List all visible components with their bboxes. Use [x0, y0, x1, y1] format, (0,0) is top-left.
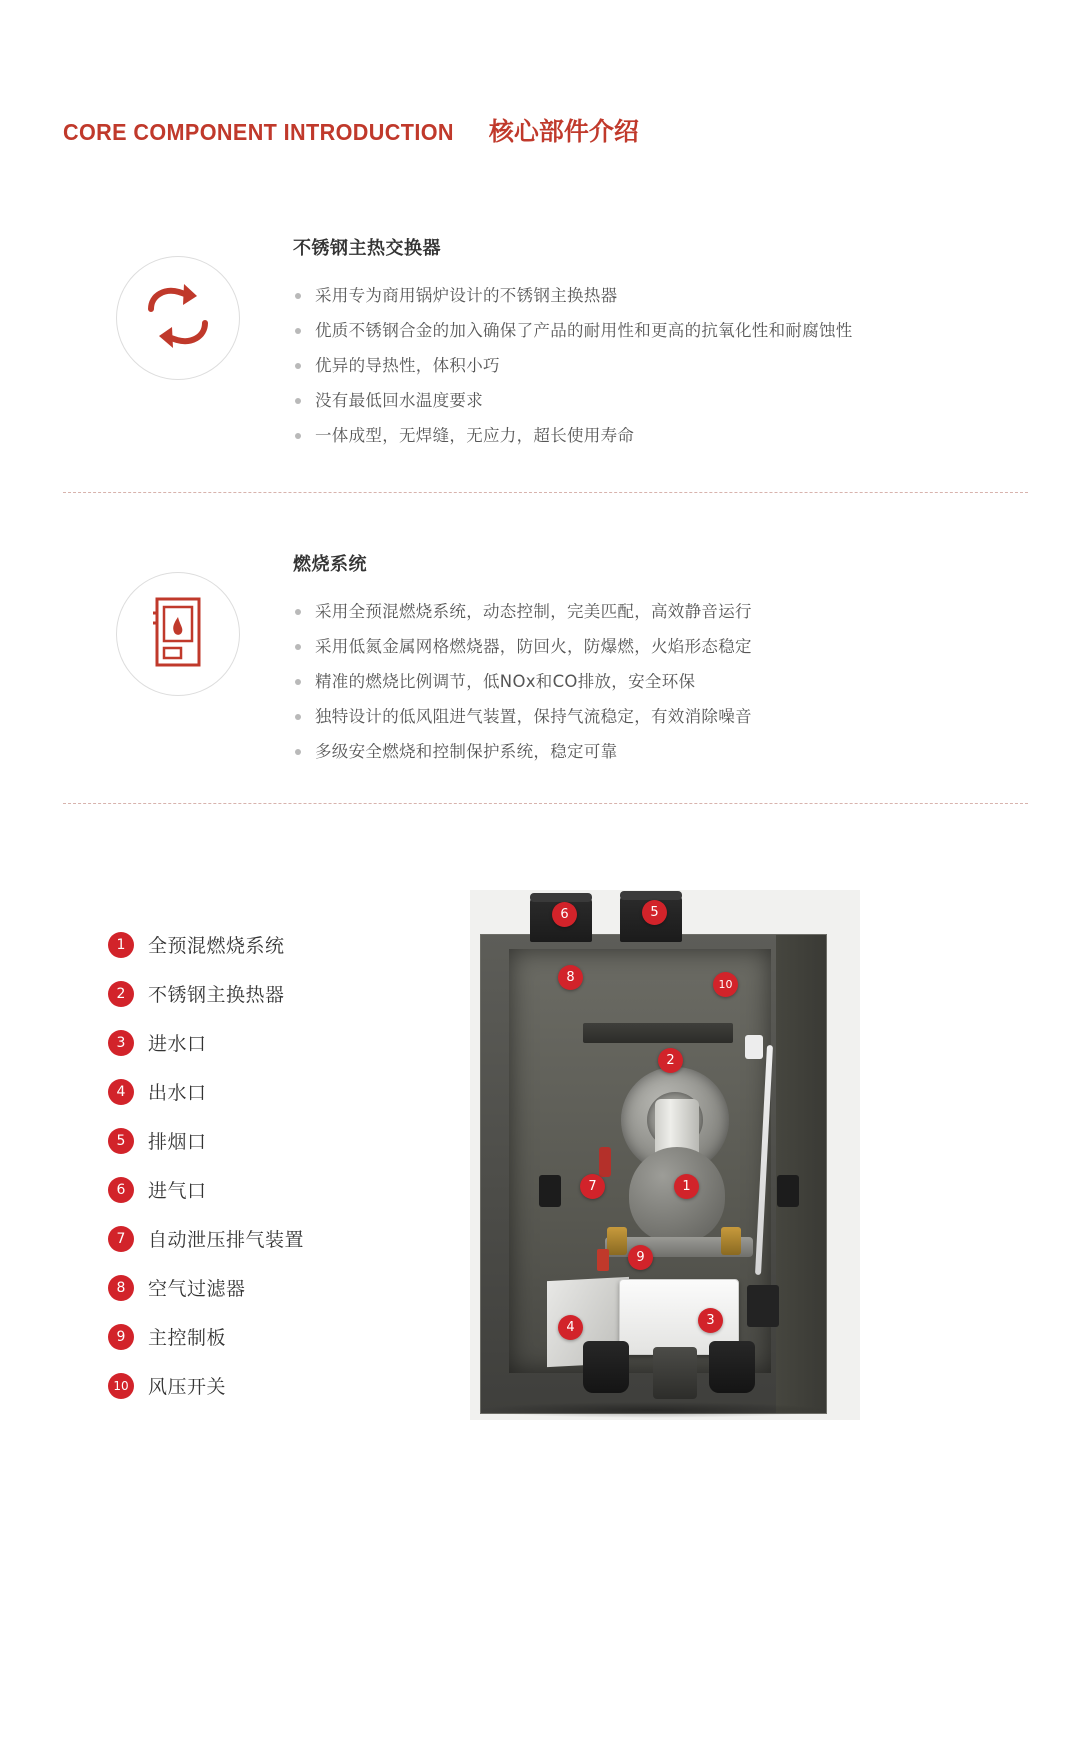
legend-label: 空气过滤器 [148, 1278, 246, 1300]
feature-title: 不锈钢主热交换器 [293, 238, 441, 259]
list-item [108, 1018, 438, 1067]
boiler-cabinet [480, 934, 827, 1414]
callout-badge: 9 [628, 1245, 653, 1270]
feature-title: 燃烧系统 [293, 554, 367, 575]
list-item: 采用低氮金属网格燃烧器，防回火，防爆燃，火焰形态稳定 [293, 629, 1028, 664]
brass-fitting-left [607, 1227, 627, 1255]
feature-icon-container [63, 232, 293, 380]
feature-icon-container [63, 548, 293, 696]
list-item: 多级安全燃烧和控制保护系统，稳定可靠 [293, 734, 1028, 769]
legend-label: 出水口 [148, 1082, 207, 1104]
legend-label: 进水口 [148, 1033, 207, 1055]
legend-label: 排烟口 [148, 1131, 207, 1153]
callout-badge: 1 [674, 1174, 699, 1199]
list-item [108, 1214, 438, 1263]
legend-badge: 5 [108, 1128, 134, 1154]
callout-badge: 3 [698, 1308, 723, 1333]
section-divider [63, 803, 1028, 804]
callout-badge: 8 [558, 965, 583, 990]
list-item [108, 920, 438, 969]
list-item: 优异的导热性，体积小巧 [293, 348, 1028, 383]
list-item: 精准的燃烧比例调节，低NOx和CO排放，安全环保 [293, 664, 1028, 699]
bracket-right [777, 1175, 799, 1207]
icon-circle [116, 256, 240, 380]
product-photo [470, 890, 860, 1420]
legend-label: 风压开关 [148, 1376, 227, 1398]
pressure-switch-component [745, 1035, 763, 1059]
callout-badge: 10 [713, 972, 738, 997]
cabinet-interior [509, 949, 771, 1373]
legend-label: 不锈钢主换热器 [148, 984, 285, 1006]
feature-body [293, 548, 1028, 769]
legend-badge: 1 [108, 932, 134, 958]
callout-badge: 2 [658, 1048, 683, 1073]
legend-label: 全预混燃烧系统 [148, 935, 285, 957]
feature-block-heat-exchanger [63, 232, 1028, 453]
feature-body [293, 232, 1028, 453]
list-item [108, 969, 438, 1018]
callout-badge: 4 [558, 1315, 583, 1340]
legend-label: 主控制板 [148, 1327, 227, 1349]
page-title-cn: 核心部件介绍 [488, 117, 639, 146]
list-item: 没有最低回水温度要求 [293, 383, 1028, 418]
list-item: 独特设计的低风阻进气装置，保持气流稳定，有效消除噪音 [293, 699, 1028, 734]
list-item: 采用全预混燃烧系统，动态控制，完美匹配，高效静音运行 [293, 594, 1028, 629]
legend-badge: 2 [108, 981, 134, 1007]
callout-badge: 6 [552, 902, 577, 927]
legend-badge: 3 [108, 1030, 134, 1056]
pipe-cap [620, 891, 682, 900]
feature-bullet-list [293, 278, 1028, 453]
legend-badge: 9 [108, 1324, 134, 1350]
legend-badge: 10 [108, 1373, 134, 1399]
floor-shadow [476, 1402, 828, 1418]
bracket-left [539, 1175, 561, 1207]
legend-badge: 6 [108, 1177, 134, 1203]
feature-bullet-list [293, 594, 1028, 769]
callout-badge: 7 [580, 1174, 605, 1199]
brass-fitting-right [721, 1227, 741, 1255]
icon-circle [116, 572, 240, 696]
legend-badge: 4 [108, 1079, 134, 1105]
list-item: 采用专为商用锅炉设计的不锈钢主换热器 [293, 278, 1028, 313]
legend-badge: 8 [108, 1275, 134, 1301]
recycle-arrows-icon [139, 281, 217, 356]
legend-label: 自动泄压排气装置 [148, 1229, 305, 1251]
red-handle [599, 1147, 611, 1177]
pump-component [653, 1347, 697, 1399]
list-item [108, 1165, 438, 1214]
list-item [108, 1067, 438, 1116]
list-item [108, 1312, 438, 1361]
pipe-cap [530, 893, 592, 902]
junction-box [747, 1285, 779, 1327]
boiler-flame-icon [143, 593, 213, 676]
list-item: 优质不锈钢合金的加入确保了产品的耐用性和更高的抗氧化性和耐腐蚀性 [293, 313, 1028, 348]
legend-label: 进气口 [148, 1180, 207, 1202]
relief-valve-component [597, 1249, 609, 1271]
page-title [63, 112, 639, 148]
page-title-en: CORE COMPONENT INTRODUCTION [63, 119, 454, 145]
air-filter-component [583, 1023, 733, 1043]
list-item [108, 1116, 438, 1165]
water-inlet-component [709, 1341, 755, 1393]
list-item: 一体成型，无焊缝，无应力，超长使用寿命 [293, 418, 1028, 453]
cabinet-right-panel [776, 935, 826, 1413]
legend-badge: 7 [108, 1226, 134, 1252]
sensor-tube [755, 1045, 773, 1275]
section-divider [63, 492, 1028, 493]
callout-badge: 5 [642, 900, 667, 925]
list-item [108, 1361, 438, 1410]
component-legend-list [108, 920, 438, 1410]
list-item [108, 1263, 438, 1312]
water-outlet-component [583, 1341, 629, 1393]
feature-block-combustion-system [63, 548, 1028, 769]
